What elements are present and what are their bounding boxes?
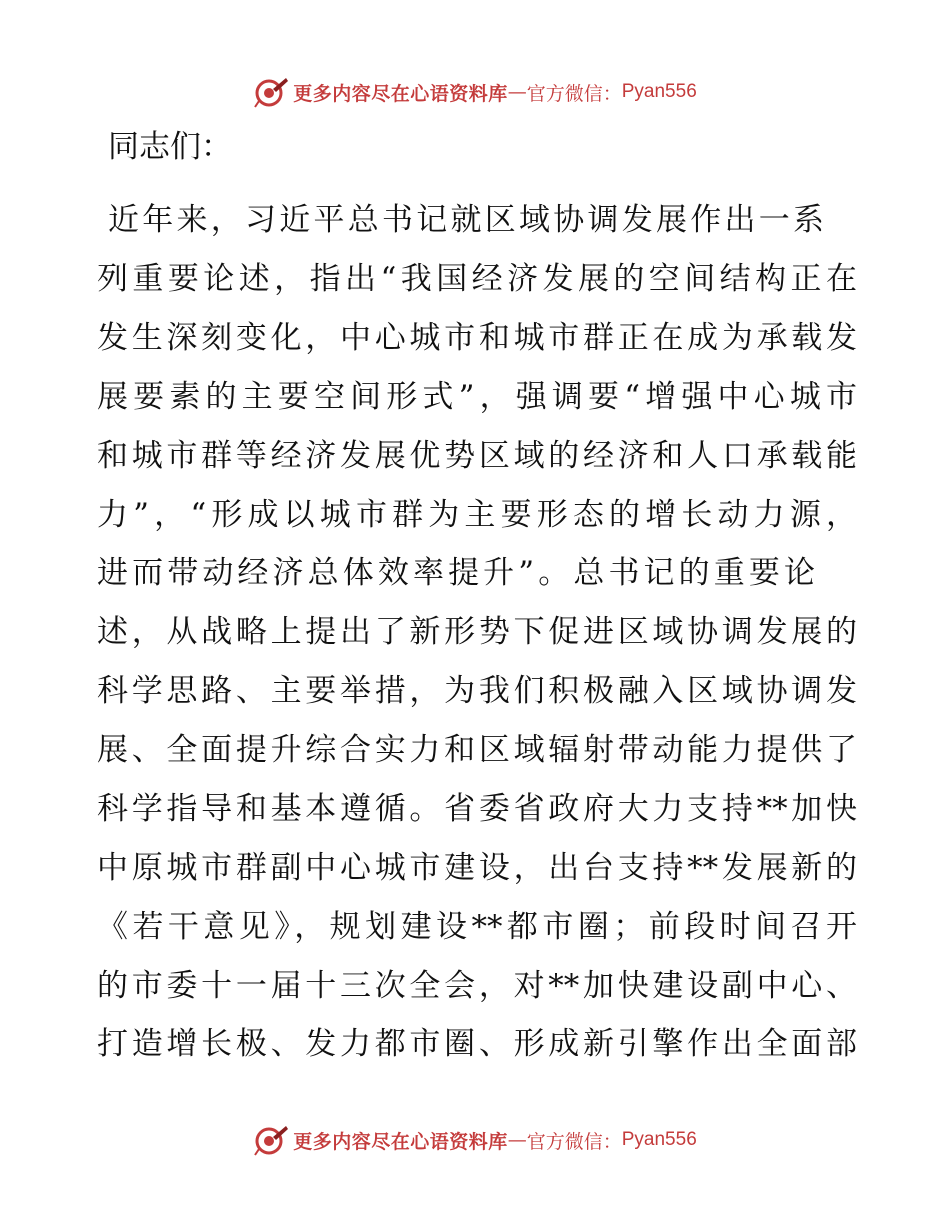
paragraph-line: 列重要论述，指出“我国经济发展的空间结构正在: [97, 261, 857, 297]
paragraph-line: 中原城市群副中心城市建设，出台支持**发展新的: [97, 850, 857, 886]
paragraph-line: 力”，“形成以城市群为主要形态的增长动力源，: [97, 497, 857, 533]
paragraph-line: 的市委十一届十三次全会，对**加快建设副中心、: [97, 968, 857, 1004]
paragraph-line: 《若干意见》，规划建设**都市圈；前段时间召开: [97, 909, 857, 945]
salutation: 同志们：: [108, 129, 232, 165]
paragraph-line: 打造增长极、发力都市圈、形成新引擎作出全面部: [97, 1026, 857, 1062]
banner-site-name: 更多内容尽在心语资料库: [293, 1130, 508, 1153]
paragraph-line: 科学思路、主要举措，为我们积极融入区域协调发: [97, 673, 857, 709]
paragraph-line: 发生深刻变化，中心城市和城市群正在成为承载发: [97, 320, 857, 356]
paragraph-line: 科学指导和基本遵循。省委省政府大力支持**加快: [97, 791, 857, 827]
paragraph-line: 进而带动经济总体效率提升”。总书记的重要论: [97, 555, 815, 591]
paragraph-line: 展、全面提升综合实力和区域辐射带动能力提供了: [97, 732, 857, 768]
paragraph-line: 述，从战略上提出了新形势下促进区域协调发展的: [97, 614, 857, 650]
banner-wechat-label: 官方微信：: [526, 82, 622, 105]
banner-dash: —: [507, 81, 527, 103]
banner-wechat-id: Pyan556: [621, 81, 697, 102]
paragraph-line: 和城市群等经济发展优势区域的经济和人口承载能: [97, 438, 857, 474]
banner-site-name: 更多内容尽在心语资料库: [293, 82, 508, 105]
header-watermark-banner: [0, 72, 950, 112]
pen-logo-icon: [253, 75, 289, 109]
paragraph-line: 展要素的主要空间形式”，强调要“增强中心城市: [97, 379, 857, 415]
banner-wechat-id: Pyan556: [621, 1129, 697, 1150]
banner-wechat-label: 官方微信：: [526, 1130, 622, 1153]
banner-dash: —: [507, 1129, 527, 1151]
paragraph-line: 近年来，习近平总书记就区域协调发展作出一系: [108, 202, 824, 238]
pen-logo-icon: [253, 1123, 289, 1157]
footer-watermark-banner: [0, 1120, 950, 1160]
